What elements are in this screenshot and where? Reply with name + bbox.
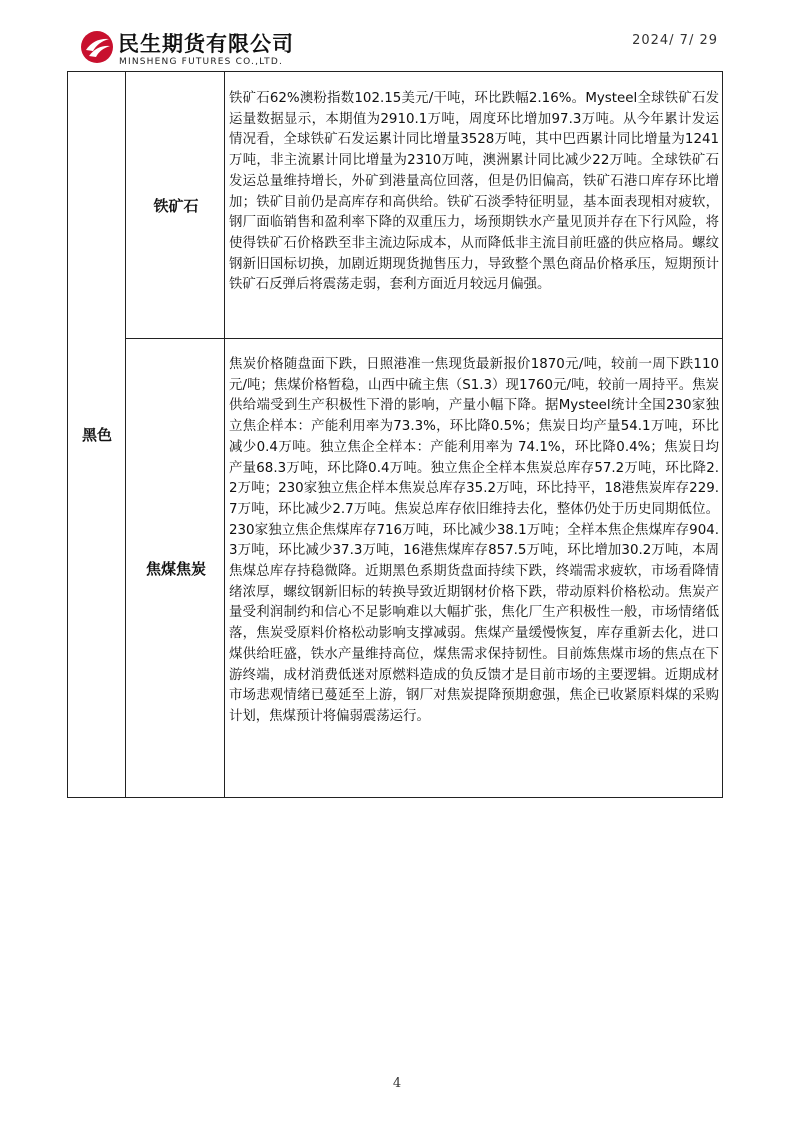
page-header xyxy=(0,0,794,72)
row-text-iron-ore: 铁矿石62%澳粉指数102.15美元/干吨，环比跌幅2.16%。Mysteel全球铁矿石发运量数据显示，本期值为2910.1万吨，周度环比增加97.3万吨。从今年累计发运情况看，全球铁矿石发运累计同比增量3528万吨，其中巴西累计同比增量为1241万吨，非主流累计同比增量为2310万吨，澳洲累计同比减少22万吨。全球铁矿石发运总量维持增长，外矿到港量高位回落，但是仍旧偏高，铁矿石港口库存环比增加；铁矿目前仍是高库存和高供给。铁矿石淡季特征明显，基本面表现相对疲软，钢厂面临销售和盈利率下降的双重压力，场预期铁水产量见顶并存在下行风险，将使得铁矿石价格跌至非主流边际成本，从而降低非主流目前旺盛的供应格局。螺纹钢新旧国标切换，加剧近期现货抛售压力，导致整个黑色商品价格承压，短期预计铁矿石反弹后将震荡走弱，套利方面近月较远月偏强。 xyxy=(229,91,719,293)
minsheng-logo-icon xyxy=(80,30,114,64)
category-cell: 黑色 xyxy=(81,426,112,444)
company-name-cn: 民生期货有限公司 xyxy=(118,32,294,56)
report-date: 2024/ 7/ 29 xyxy=(632,33,718,48)
company-name-en: MINSHENG FUTURES CO.,LTD. xyxy=(119,57,284,67)
row-text-coking-coal: 焦炭价格随盘面下跌，日照港准一焦现货最新报价1870元/吨，较前一周下跌110元/吨；焦煤价格暂稳，山西中硫主焦（S1.3）现1760元/吨，较前一周持平。焦炭供给端受到生产积极性下滑的影响，产量小幅下降。据Mysteel统计全国230家独立焦企样本：产能利用率为73.3%，环比降0.5%；焦炭日均产量54.1万吨，环比减少0.4万吨。独立焦企全样本：产能利用率为 74.1%，环比降0.4%；焦炭日均产量68.3万吨，环比降0.4万吨。独立焦企全样本焦炭总库存57.2万吨，环比降2.2万吨；230家独立焦企样本焦炭总库存35.2万吨，环比持平，18港焦炭库存229.7万吨，环比减少2.7万吨。焦炭总库存依旧维持去化，整体仍处于历史同期低位。230家独立焦企焦煤库存716万吨，环比减少38.1万吨；全样本焦企焦煤库存904.3万吨，环比减少37.3万吨，16港焦煤库存857.5万吨，环比增加30.2万吨，本周焦煤总库存持稳微降。近期黑色系期货盘面持续下跌，终端需求疲软，市场看降情绪浓厚，螺纹钢新旧标的转换导致近期钢材价格下跌，带动原料价格松动。焦炭产量受利润制约和信心不足影响难以大幅扩张，焦化厂生产积极性一般，市场情绪低落，焦炭受原料价格松动影响支撑减弱。焦煤产量缓慢恢复，库存重新去化，进口煤供给旺盛，铁水产量维持高位，煤焦需求保持韧性。目前炼焦煤市场的焦点在下游终端，成材消费低迷对原燃料造成的负反馈才是目前市场的主要逻辑。近期成材市场悲观情绪已蔓延至上游，钢厂对焦炭提降预期愈强，焦企已收紧原料煤的采购计划，焦煤预计将偏弱震荡运行。 xyxy=(229,357,719,724)
row-label-coking-coal: 焦煤焦炭 xyxy=(145,559,206,578)
row-label-iron-ore: 铁矿石 xyxy=(153,196,199,215)
page-number: 4 xyxy=(392,1076,402,1091)
commodity-table xyxy=(67,71,723,798)
